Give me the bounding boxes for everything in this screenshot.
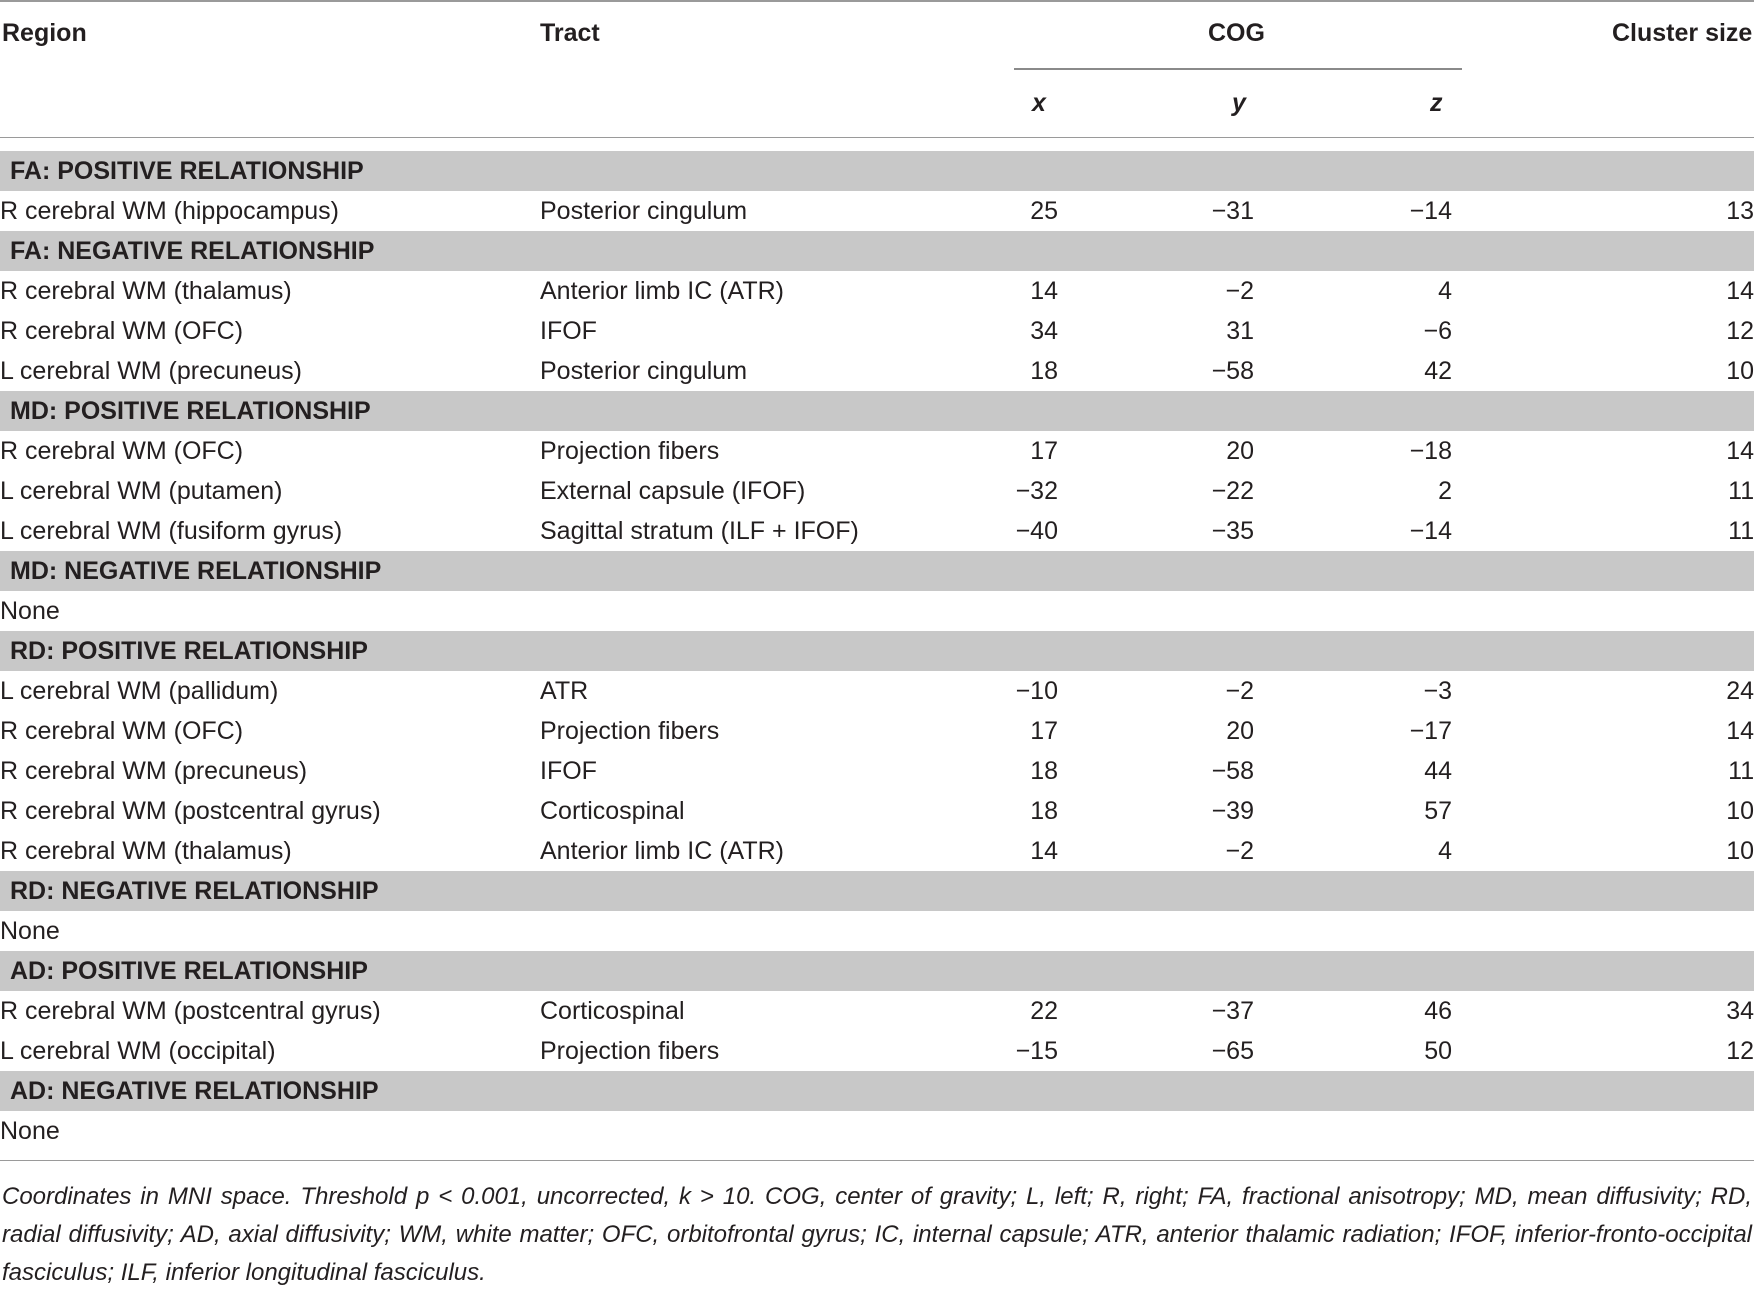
table-row xyxy=(0,671,1754,711)
spacer-cell xyxy=(1254,671,1384,711)
z-cell: −14 xyxy=(1409,517,1452,545)
y-cell xyxy=(1186,591,1254,631)
cluster-size-cell: 12 xyxy=(1726,317,1754,345)
region-cell: L cerebral WM (precuneus) xyxy=(0,357,302,385)
region-cell: R cerebral WM (precuneus) xyxy=(0,757,308,785)
z-cell: 4 xyxy=(1438,837,1452,865)
spacer-cell xyxy=(1058,591,1186,631)
y-cell xyxy=(1186,911,1254,951)
section-title: FA: POSITIVE RELATIONSHIP xyxy=(0,151,1754,191)
spacer-cell xyxy=(1452,271,1652,311)
y-cell: −58 xyxy=(1211,357,1254,385)
y-cell: −22 xyxy=(1211,477,1254,505)
tract-cell: Projection fibers xyxy=(540,1037,720,1065)
x-cell xyxy=(990,591,1058,631)
spacer-cell xyxy=(1058,431,1186,471)
table-row xyxy=(0,911,1754,951)
x-cell: 14 xyxy=(1030,837,1058,865)
table-row xyxy=(0,271,1754,311)
spacer-cell xyxy=(1058,471,1186,511)
tract-cell: Sagittal stratum (ILF + IFOF) xyxy=(540,517,859,545)
cluster-size-cell xyxy=(1652,591,1754,631)
cluster-size-cell: 24 xyxy=(1726,677,1754,705)
table-row xyxy=(0,751,1754,791)
region-cell: R cerebral WM (thalamus) xyxy=(0,277,292,305)
y-cell: −39 xyxy=(1211,797,1254,825)
spacer-cell xyxy=(1254,511,1384,551)
region-cell: R cerebral WM (postcentral gyrus) xyxy=(0,797,381,825)
x-cell: −40 xyxy=(1015,517,1058,545)
spacer-cell xyxy=(1452,351,1652,391)
spacer-cell xyxy=(1254,271,1384,311)
region-cell: None xyxy=(0,1117,60,1145)
x-cell xyxy=(990,1111,1058,1151)
z-cell: 57 xyxy=(1424,797,1452,825)
spacer-cell xyxy=(1254,831,1384,871)
spacer-cell xyxy=(1254,191,1384,231)
tract-cell xyxy=(540,911,990,951)
spacer-cell xyxy=(1058,271,1186,311)
table-row xyxy=(0,831,1754,871)
spacer-cell xyxy=(1452,311,1652,351)
spacer-cell xyxy=(1254,471,1384,511)
bottom-rule xyxy=(0,1160,1754,1161)
table-row xyxy=(0,591,1754,631)
spacer-cell xyxy=(1058,511,1186,551)
spacer-cell xyxy=(1254,431,1384,471)
table-row xyxy=(0,1031,1754,1071)
y-cell: −58 xyxy=(1211,757,1254,785)
y-cell: −31 xyxy=(1211,197,1254,225)
section-title: RD: NEGATIVE RELATIONSHIP xyxy=(0,871,1754,911)
results-table xyxy=(0,151,1754,1151)
spacer-cell xyxy=(1058,351,1186,391)
z-cell: −3 xyxy=(1423,677,1452,705)
spacer-cell xyxy=(1452,591,1652,631)
x-cell: 18 xyxy=(1030,797,1058,825)
z-cell: 4 xyxy=(1438,277,1452,305)
z-cell: −14 xyxy=(1409,197,1452,225)
spacer-cell xyxy=(1452,471,1652,511)
table-row xyxy=(0,511,1754,551)
section-header-row xyxy=(0,951,1754,991)
spacer-cell xyxy=(1254,1031,1384,1071)
region-cell: L cerebral WM (fusiform gyrus) xyxy=(0,517,343,545)
region-cell: R cerebral WM (hippocampus) xyxy=(0,197,339,225)
cluster-size-cell xyxy=(1652,1111,1754,1151)
region-cell: None xyxy=(0,597,60,625)
spacer-cell xyxy=(1452,511,1652,551)
header-x: x xyxy=(1032,89,1046,117)
spacer-cell xyxy=(1452,751,1652,791)
spacer-cell xyxy=(1254,1111,1384,1151)
z-cell: −17 xyxy=(1409,717,1452,745)
x-cell: 18 xyxy=(1030,757,1058,785)
region-cell: L cerebral WM (occipital) xyxy=(0,1037,276,1065)
cluster-size-cell: 14 xyxy=(1726,437,1754,465)
spacer-cell xyxy=(1452,1031,1652,1071)
tract-cell: IFOF xyxy=(540,317,597,345)
tract-cell: Anterior limb IC (ATR) xyxy=(540,277,785,305)
y-cell: −2 xyxy=(1225,837,1254,865)
x-cell: −10 xyxy=(1015,677,1058,705)
x-cell: −15 xyxy=(1015,1037,1058,1065)
z-cell: −18 xyxy=(1409,437,1452,465)
section-header-row xyxy=(0,551,1754,591)
z-cell: 42 xyxy=(1424,357,1452,385)
table-row xyxy=(0,711,1754,751)
region-cell: R cerebral WM (OFC) xyxy=(0,717,244,745)
table-body xyxy=(0,151,1754,1151)
y-cell: 31 xyxy=(1226,317,1254,345)
region-cell: R cerebral WM (thalamus) xyxy=(0,837,292,865)
spacer-cell xyxy=(1058,311,1186,351)
cluster-size-cell: 12 xyxy=(1726,1037,1754,1065)
spacer-cell xyxy=(1452,671,1652,711)
region-cell: L cerebral WM (putamen) xyxy=(0,477,283,505)
spacer-cell xyxy=(1254,911,1384,951)
spacer-cell xyxy=(1452,711,1652,751)
z-cell xyxy=(1384,911,1452,951)
section-header-row xyxy=(0,151,1754,191)
spacer-cell xyxy=(1452,911,1652,951)
x-cell: 18 xyxy=(1030,357,1058,385)
tract-cell: Posterior cingulum xyxy=(540,197,748,225)
spacer-cell xyxy=(1058,711,1186,751)
cluster-size-cell: 10 xyxy=(1726,837,1754,865)
spacer-cell xyxy=(1254,791,1384,831)
header-cluster-size: Cluster size xyxy=(1612,19,1753,47)
header-cog: COG xyxy=(1208,19,1265,47)
cluster-size-cell: 11 xyxy=(1728,477,1754,505)
z-cell: −6 xyxy=(1423,317,1452,345)
header-z: z xyxy=(1430,89,1443,117)
section-header-row xyxy=(0,231,1754,271)
z-cell: 44 xyxy=(1424,757,1452,785)
y-cell: 20 xyxy=(1226,717,1254,745)
section-header-row xyxy=(0,871,1754,911)
spacer-cell xyxy=(1254,751,1384,791)
cluster-size-cell: 11 xyxy=(1728,517,1754,545)
section-title: MD: NEGATIVE RELATIONSHIP xyxy=(0,551,1754,591)
spacer-cell xyxy=(1058,991,1186,1031)
header-y: y xyxy=(1232,89,1246,117)
tract-cell: Projection fibers xyxy=(540,717,720,745)
y-cell: −2 xyxy=(1225,277,1254,305)
tract-cell: Corticospinal xyxy=(540,797,685,825)
x-cell xyxy=(990,911,1058,951)
y-cell: −37 xyxy=(1211,997,1254,1025)
x-cell: 17 xyxy=(1030,437,1058,465)
spacer-cell xyxy=(1058,911,1186,951)
tract-cell: Posterior cingulum xyxy=(540,357,748,385)
table-row xyxy=(0,991,1754,1031)
section-header-row xyxy=(0,1071,1754,1111)
table-row xyxy=(0,471,1754,511)
z-cell xyxy=(1384,591,1452,631)
table-row xyxy=(0,191,1754,231)
section-title: AD: NEGATIVE RELATIONSHIP xyxy=(0,1071,1754,1111)
x-cell: 25 xyxy=(1030,197,1058,225)
tract-cell xyxy=(540,591,990,631)
cluster-size-cell: 13 xyxy=(1726,197,1754,225)
region-cell: R cerebral WM (OFC) xyxy=(0,437,244,465)
spacer-cell xyxy=(1058,751,1186,791)
x-cell: 14 xyxy=(1030,277,1058,305)
cluster-size-cell: 14 xyxy=(1726,277,1754,305)
spacer-cell xyxy=(1452,791,1652,831)
region-cell: None xyxy=(0,917,60,945)
spacer-cell xyxy=(1452,991,1652,1031)
cog-spanner-rule xyxy=(1014,68,1462,70)
tract-cell: IFOF xyxy=(540,757,597,785)
spacer-cell xyxy=(1058,791,1186,831)
y-cell: −35 xyxy=(1211,517,1254,545)
spacer-cell xyxy=(1058,671,1186,711)
footnote: Coordinates in MNI space. Threshold p < 0.001, uncorrected, k > 10. COG, center of gravity; L, left; R, right; FA, fractional anisotropy; MD, mean diffusivity; RD, radial diffusivity; AD, axial diffusivity; WM, white matter; OFC, orbitofrontal gyrus; IC, internal capsule; ATR, anterior thalamic radiation; IFOF, inferior-fronto-occipital fasciculus; ILF, inferior longitudinal fasciculus. xyxy=(2,1183,1752,1286)
table-row xyxy=(0,1111,1754,1151)
cluster-size-cell: 10 xyxy=(1726,797,1754,825)
cluster-size-cell: 11 xyxy=(1728,757,1754,785)
cluster-size-cell: 34 xyxy=(1726,997,1754,1025)
region-cell: L cerebral WM (pallidum) xyxy=(0,677,279,705)
cluster-size-cell xyxy=(1652,911,1754,951)
tract-cell: Corticospinal xyxy=(540,997,685,1025)
y-cell: −65 xyxy=(1211,1037,1254,1065)
z-cell xyxy=(1384,1111,1452,1151)
region-cell: R cerebral WM (postcentral gyrus) xyxy=(0,997,381,1025)
section-title: MD: POSITIVE RELATIONSHIP xyxy=(0,391,1754,431)
spacer-cell xyxy=(1254,351,1384,391)
cluster-size-cell: 14 xyxy=(1726,717,1754,745)
x-cell: 17 xyxy=(1030,717,1058,745)
header-rule xyxy=(0,137,1754,138)
y-cell: 20 xyxy=(1226,437,1254,465)
section-header-row xyxy=(0,391,1754,431)
header-region: Region xyxy=(2,19,87,47)
tract-cell: Anterior limb IC (ATR) xyxy=(540,837,785,865)
spacer-cell xyxy=(1452,431,1652,471)
spacer-cell xyxy=(1058,1031,1186,1071)
header-tract: Tract xyxy=(540,19,600,47)
region-cell: R cerebral WM (OFC) xyxy=(0,317,244,345)
spacer-cell xyxy=(1058,191,1186,231)
z-cell: 50 xyxy=(1424,1037,1452,1065)
tract-cell xyxy=(540,1111,990,1151)
y-cell: −2 xyxy=(1225,677,1254,705)
table-row xyxy=(0,431,1754,471)
spacer-cell xyxy=(1254,591,1384,631)
y-cell xyxy=(1186,1111,1254,1151)
top-rule xyxy=(0,0,1754,2)
tract-cell: Projection fibers xyxy=(540,437,720,465)
spacer-cell xyxy=(1452,831,1652,871)
x-cell: 22 xyxy=(1030,997,1058,1025)
spacer-cell xyxy=(1452,191,1652,231)
table-row xyxy=(0,351,1754,391)
z-cell: 2 xyxy=(1438,477,1452,505)
spacer-cell xyxy=(1254,991,1384,1031)
section-title: FA: NEGATIVE RELATIONSHIP xyxy=(0,231,1754,271)
tract-cell: ATR xyxy=(540,677,589,705)
section-title: RD: POSITIVE RELATIONSHIP xyxy=(0,631,1754,671)
cluster-size-cell: 10 xyxy=(1726,357,1754,385)
tract-cell: External capsule (IFOF) xyxy=(540,477,806,505)
spacer-cell xyxy=(1254,711,1384,751)
z-cell: 46 xyxy=(1424,997,1452,1025)
table-row xyxy=(0,791,1754,831)
spacer-cell xyxy=(1452,1111,1652,1151)
spacer-cell xyxy=(1254,311,1384,351)
section-header-row xyxy=(0,631,1754,671)
table-row xyxy=(0,311,1754,351)
section-title: AD: POSITIVE RELATIONSHIP xyxy=(0,951,1754,991)
spacer-cell xyxy=(1058,1111,1186,1151)
x-cell: 34 xyxy=(1030,317,1058,345)
spacer-cell xyxy=(1058,831,1186,871)
x-cell: −32 xyxy=(1015,477,1058,505)
